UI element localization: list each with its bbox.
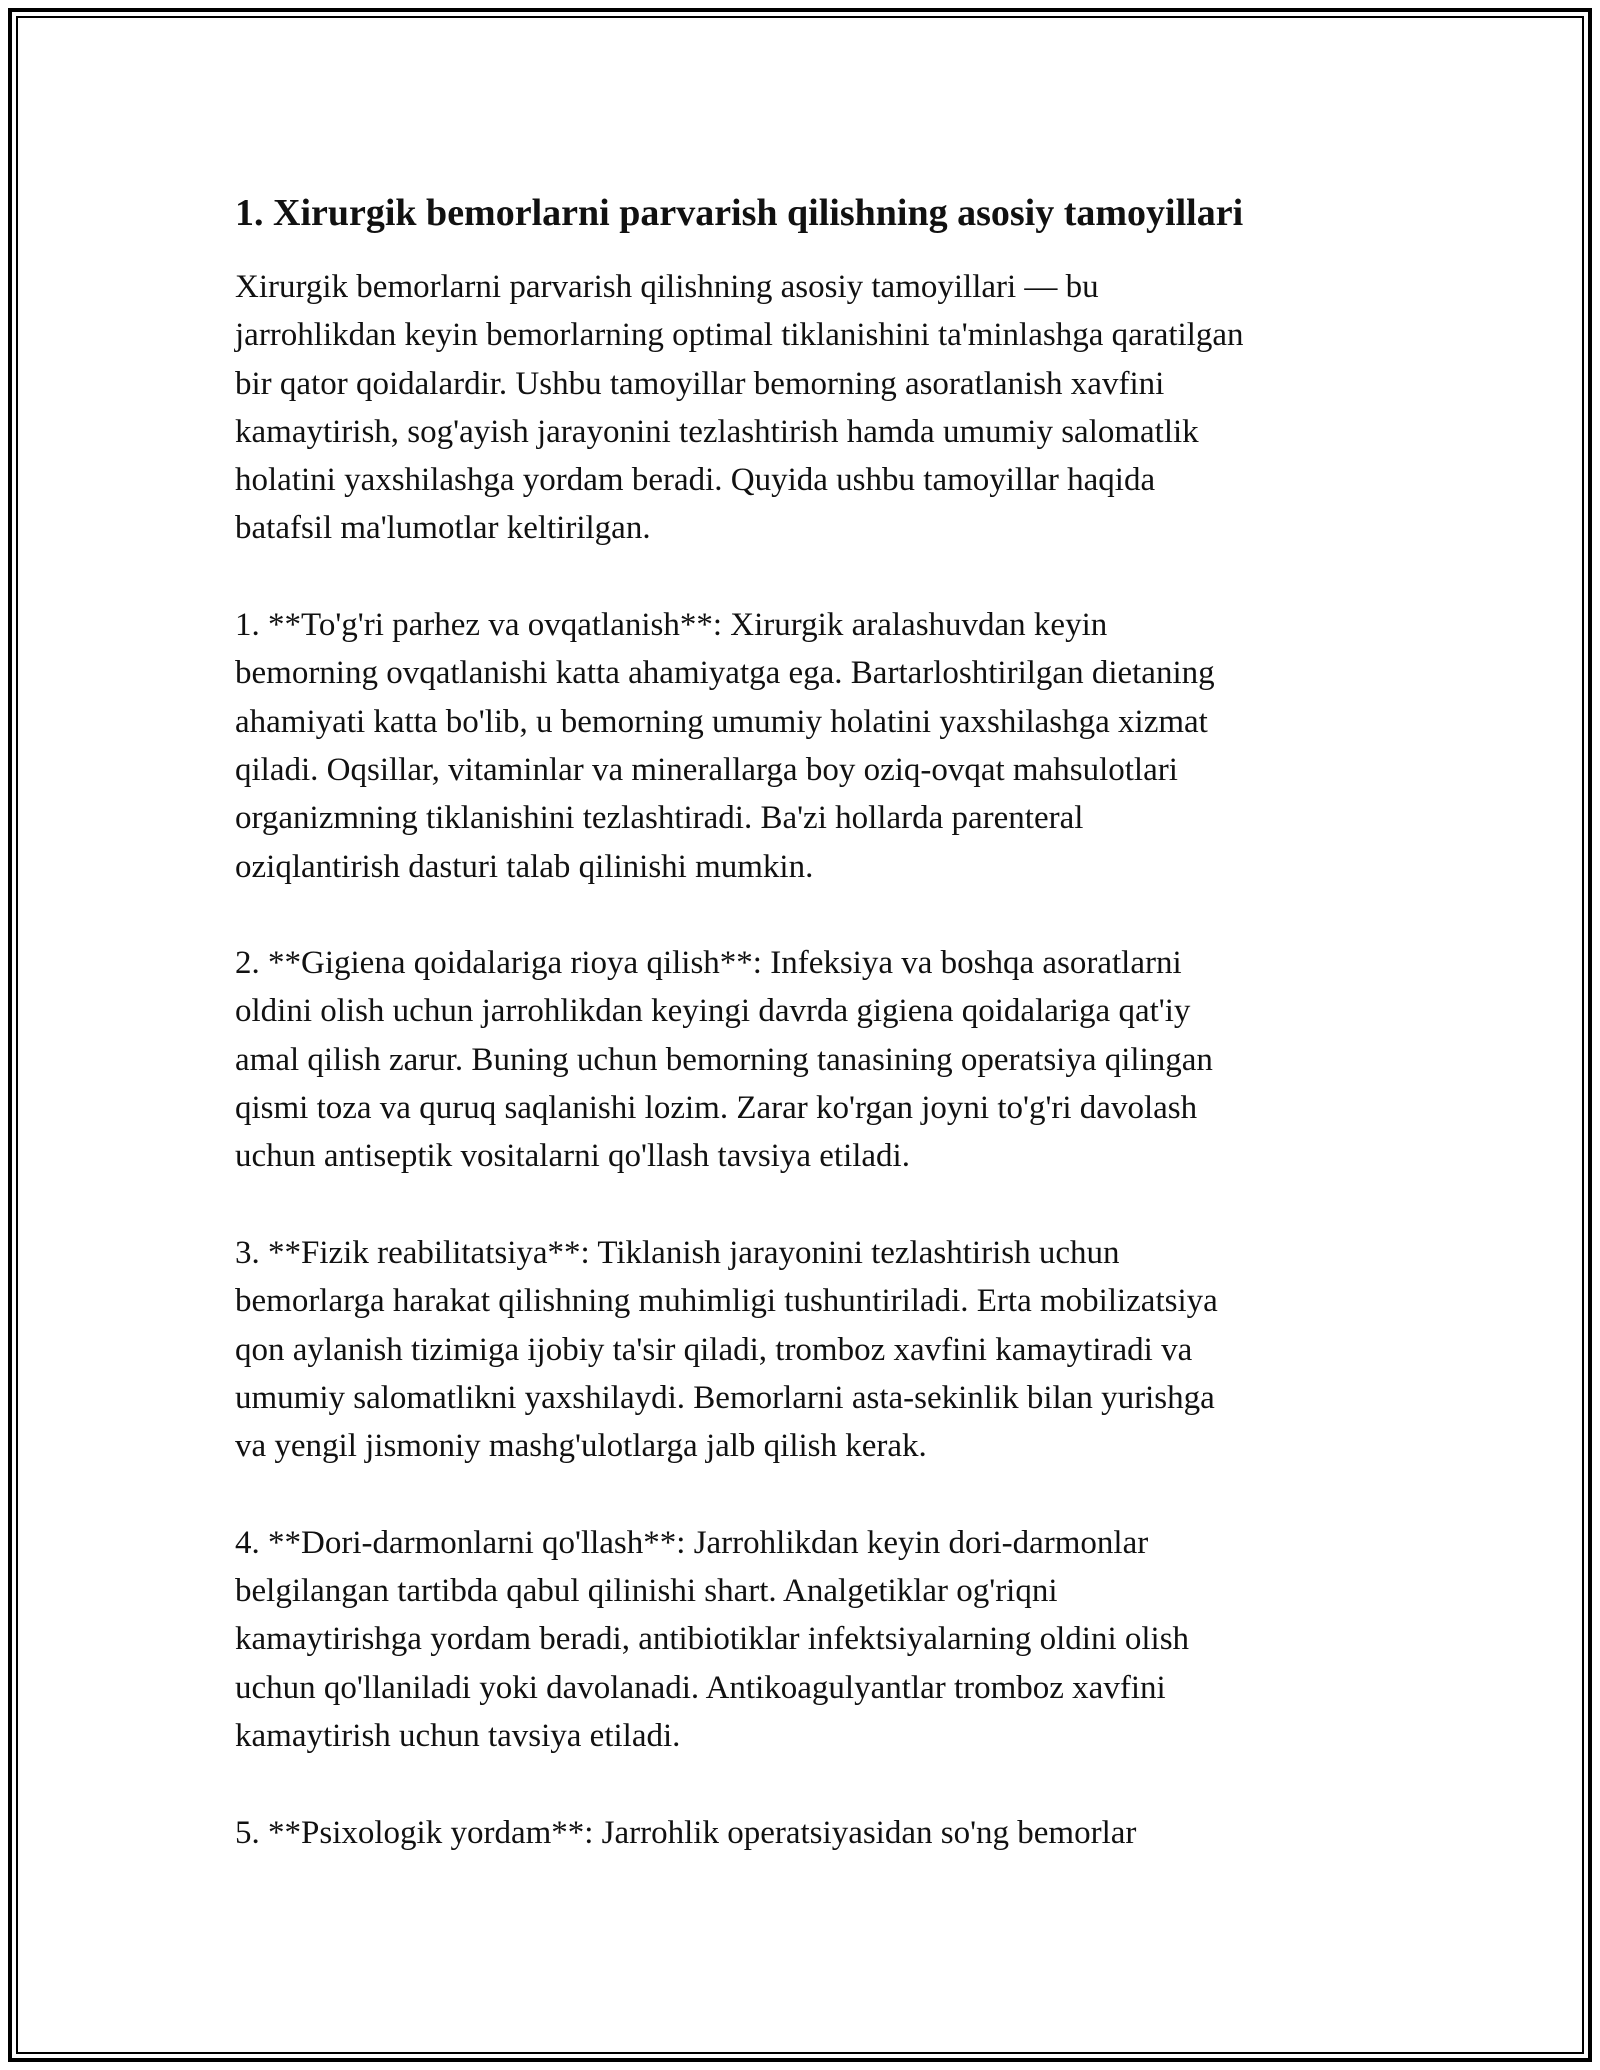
document-body [235,185,1365,1905]
principle-2-paragraph [235,939,1365,1180]
text-line: umumiy salomatlikni yaxshilaydi. Bemorlarni asta-sekinlik bilan yurishga [235,1379,1215,1416]
text-line: batafsil ma'lumotlar keltirilgan. [235,510,651,547]
intro-paragraph [235,263,1365,553]
text-line: qismi toza va quruq saqlanishi lozim. Zarar ko'rgan joyni to'g'ri davolash [235,1090,1198,1127]
text-line: uchun antiseptik vositalarni qo'llash tavsiya etiladi. [235,1138,910,1175]
text-line: 1. **To'g'ri parhez va ovqatlanish**: Xirurgik aralashuvdan keyin [235,607,1108,644]
text-line: bemorning ovqatlanishi katta ahamiyatga ega. Bartarloshtirilgan dietaning [235,655,1215,692]
text-line: jarrohlikdan keyin bemorlarning optimal tiklanishini ta'minlashga qaratilgan [235,317,1244,354]
text-line: organizmning tiklanishini tezlashtiradi. Ba'zi hollarda parenteral [235,800,1084,837]
text-line: va yengil jismoniy mashg'ulotlarga jalb qilish kerak. [235,1428,927,1465]
text-line: kamaytirish, sog'ayish jarayonini tezlashtirish hamda umumiy salomatlik [235,413,1199,450]
text-line: bir qator qoidalardir. Ushbu tamoyillar bemorning asoratlanish xavfini [235,365,1165,402]
text-line: 3. **Fizik reabilitatsiya**: Tiklanish jarayonini tezlashtirish uchun [235,1234,1120,1271]
text-line: Xirurgik bemorlarni parvarish qilishning asosiy tamoyillari — bu [235,269,1099,305]
principle-3-paragraph [235,1229,1365,1470]
text-line: qiladi. Oqsillar, vitaminlar va minerallarga boy oziq-ovqat mahsulotlari [235,751,1178,788]
text-line: ahamiyati katta bo'lib, u bemorning umumiy holatini yaxshilashga xizmat [235,703,1208,740]
principle-5-paragraph [235,1809,1365,1857]
page-title: 1. Xirurgik bemorlarni parvarish qilishning asosiy tamoyillari [235,192,1244,234]
text-line: oldini olish uchun jarrohlikdan keyingi davrda gigiena qoidalariga qat'iy [235,993,1191,1030]
text-line: kamaytirishga yordam beradi, antibiotiklar infektsiyalarning oldini olish [235,1621,1190,1658]
text-line: 2. **Gigiena qoidalariga rioya qilish**: Infeksiya va boshqa asoratlarni [235,945,1182,982]
text-line: 5. **Psixologik yordam**: Jarrohlik operatsiyasidan so'ng bemorlar [235,1814,1137,1851]
principle-1-paragraph [235,601,1365,891]
text-line: uchun qo'llaniladi yoki davolanadi. Antikoagulyantlar tromboz xavfini [235,1669,1166,1706]
text-line: amal qilish zarur. Buning uchun bemorning tanasining operatsiya qilingan [235,1041,1213,1078]
principle-4-paragraph [235,1519,1365,1760]
text-line: holatini yaxshilashga yordam beradi. Quyida ushbu tamoyillar haqida [235,462,1156,499]
text-line: 4. **Dori-darmonlarni qo'llash**: Jarrohlikdan keyin dori-darmonlar [235,1524,1149,1561]
text-line: qon aylanish tizimiga ijobiy ta'sir qiladi, tromboz xavfini kamaytiradi va [235,1331,1193,1368]
text-line: kamaytirish uchun tavsiya etiladi. [235,1717,681,1754]
text-line: bemorlarga harakat qilishning muhimligi tushuntiriladi. Erta mobilizatsiya [235,1283,1218,1320]
text-line: belgilangan tartibda qabul qilinishi shart. Analgetiklar og'riqni [235,1573,1058,1610]
text-line: oziqlantirish dasturi talab qilinishi mumkin. [235,848,814,885]
